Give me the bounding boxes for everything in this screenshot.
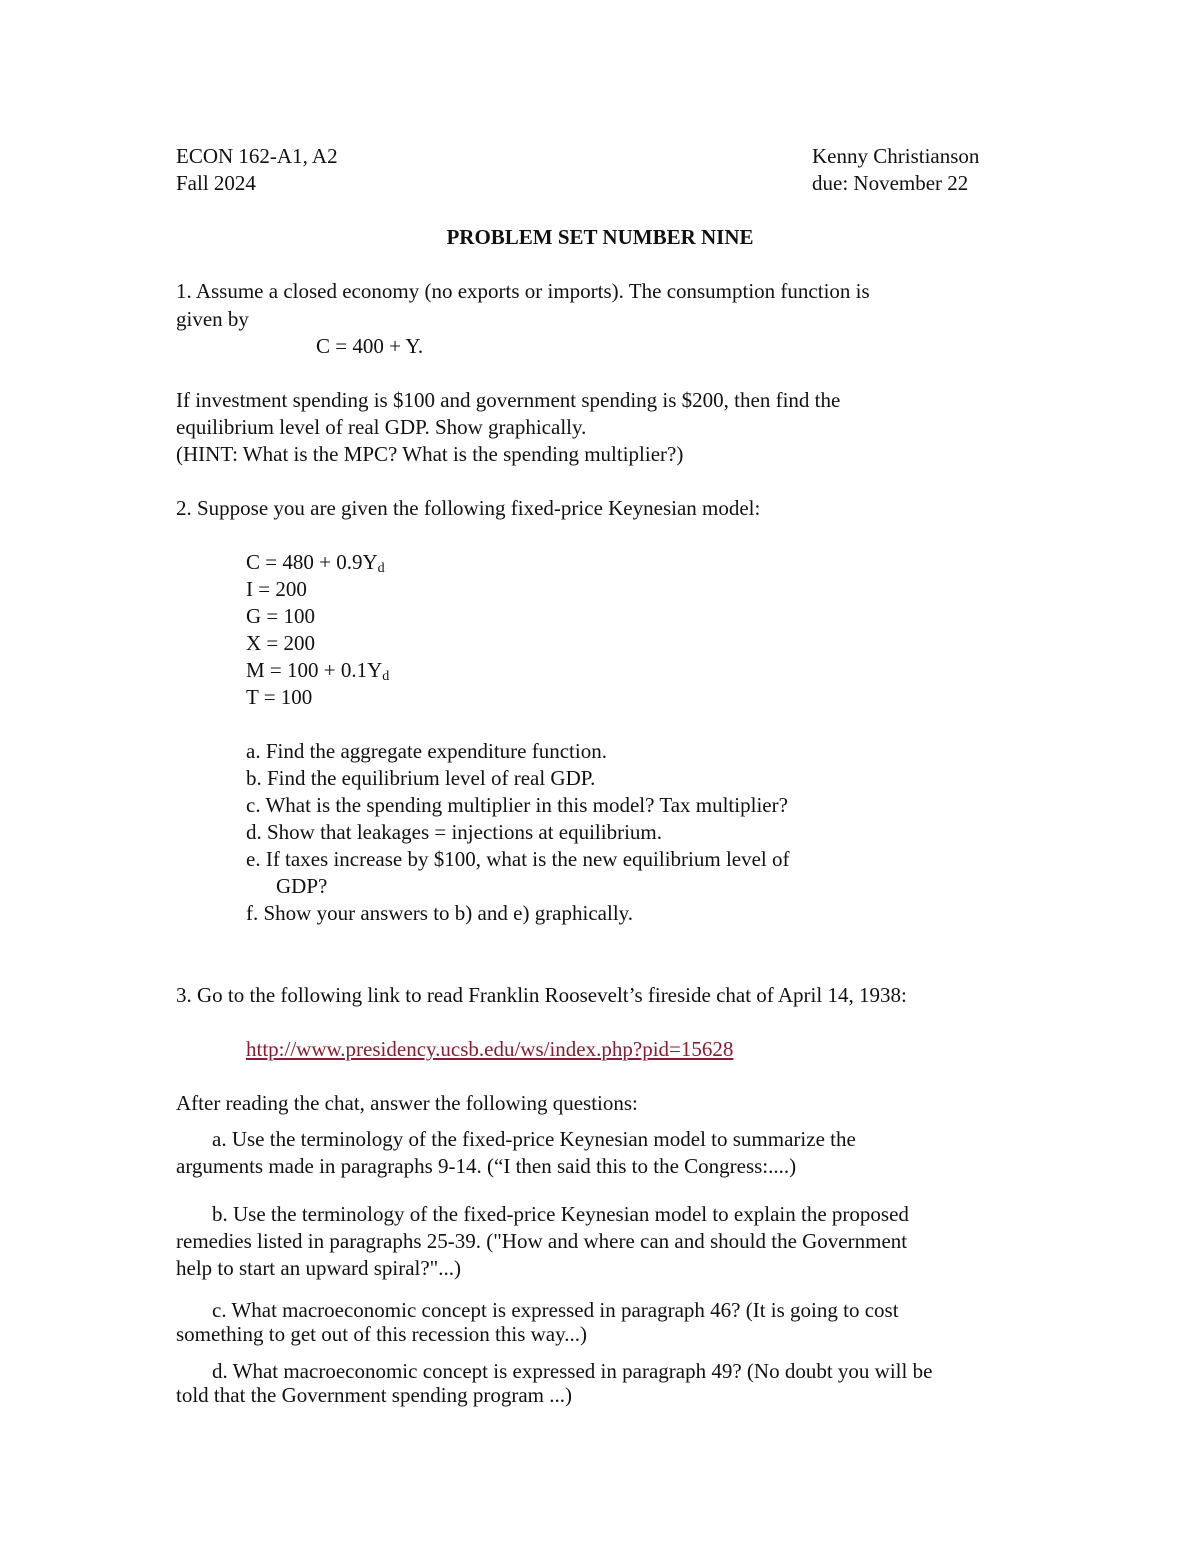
q3-part-d-line2: told that the Government spending program ...) [176, 1383, 572, 1407]
page-title: PROBLEM SET NUMBER NINE [446, 225, 754, 249]
q3-after: After reading the chat, answer the following questions: [176, 1091, 638, 1115]
fireside-chat-link[interactable]: http://www.presidency.ucsb.edu/ws/index.php?pid=15628 [246, 1037, 734, 1061]
q2-part-e-line1: e. If taxes increase by $100, what is the new equilibrium level of [246, 847, 790, 871]
term: Fall 2024 [176, 171, 256, 195]
q3-part-c-line1: c. What macroeconomic concept is expressed in paragraph 46? (It is going to cost [212, 1298, 899, 1322]
q1-equation: C = 400 + Y. [316, 334, 424, 358]
q2-intro: 2. Suppose you are given the following fixed-price Keynesian model: [176, 496, 761, 520]
q2-part-c: c. What is the spending multiplier in this model? Tax multiplier? [246, 793, 788, 817]
course-code: ECON 162-A1, A2 [176, 144, 338, 168]
model-investment: I = 200 [246, 577, 307, 601]
due-date: due: November 22 [812, 171, 969, 195]
q3-part-d-line1: d. What macroeconomic concept is expressed in paragraph 49? (No doubt you will be [212, 1359, 933, 1383]
q1-body-line1: If investment spending is $100 and government spending is $200, then find the [176, 388, 841, 412]
q1-hint: (HINT: What is the MPC? What is the spending multiplier?) [176, 442, 684, 466]
q1-body-line2: equilibrium level of real GDP. Show graphically. [176, 415, 587, 439]
q1-intro-line2: given by [176, 307, 249, 331]
q3-part-b-line2: remedies listed in paragraphs 25-39. ("How and where can and should the Government [176, 1229, 908, 1253]
q3-part-b-line3: help to start an upward spiral?"...) [176, 1256, 461, 1280]
model-taxes: T = 100 [246, 685, 313, 709]
q3-part-b-line1: b. Use the terminology of the fixed-price Keynesian model to explain the proposed [212, 1202, 909, 1226]
q2-part-a: a. Find the aggregate expenditure function. [246, 739, 607, 763]
q3-part-a-line1: a. Use the terminology of the fixed-price Keynesian model to summarize the [212, 1127, 856, 1151]
q2-part-f: f. Show your answers to b) and e) graphically. [246, 901, 634, 925]
q2-part-e-line2: GDP? [276, 874, 328, 898]
q2-part-d: d. Show that leakages = injections at equilibrium. [246, 820, 663, 844]
model-consumption: $C = 480 + 0.9Y_d$ [246, 550, 385, 576]
model-exports: X = 200 [246, 631, 316, 655]
q3-part-a-line2: arguments made in paragraphs 9-14. (“I then said this to the Congress:....) [176, 1154, 797, 1178]
q2-part-b: b. Find the equilibrium level of real GDP. [246, 766, 596, 790]
q3-part-c-line2: something to get out of this recession this way...) [176, 1322, 587, 1346]
model-government: G = 100 [246, 604, 316, 628]
instructor-name: Kenny Christianson [812, 144, 980, 168]
model-imports: $M = 100 + 0.1Y_d$ [246, 658, 390, 684]
q3-intro: 3. Go to the following link to read Franklin Roosevelt’s fireside chat of April 14, 1938: [176, 983, 907, 1007]
q1-intro-line1: 1. Assume a closed economy (no exports or imports). The consumption function is [176, 279, 870, 303]
